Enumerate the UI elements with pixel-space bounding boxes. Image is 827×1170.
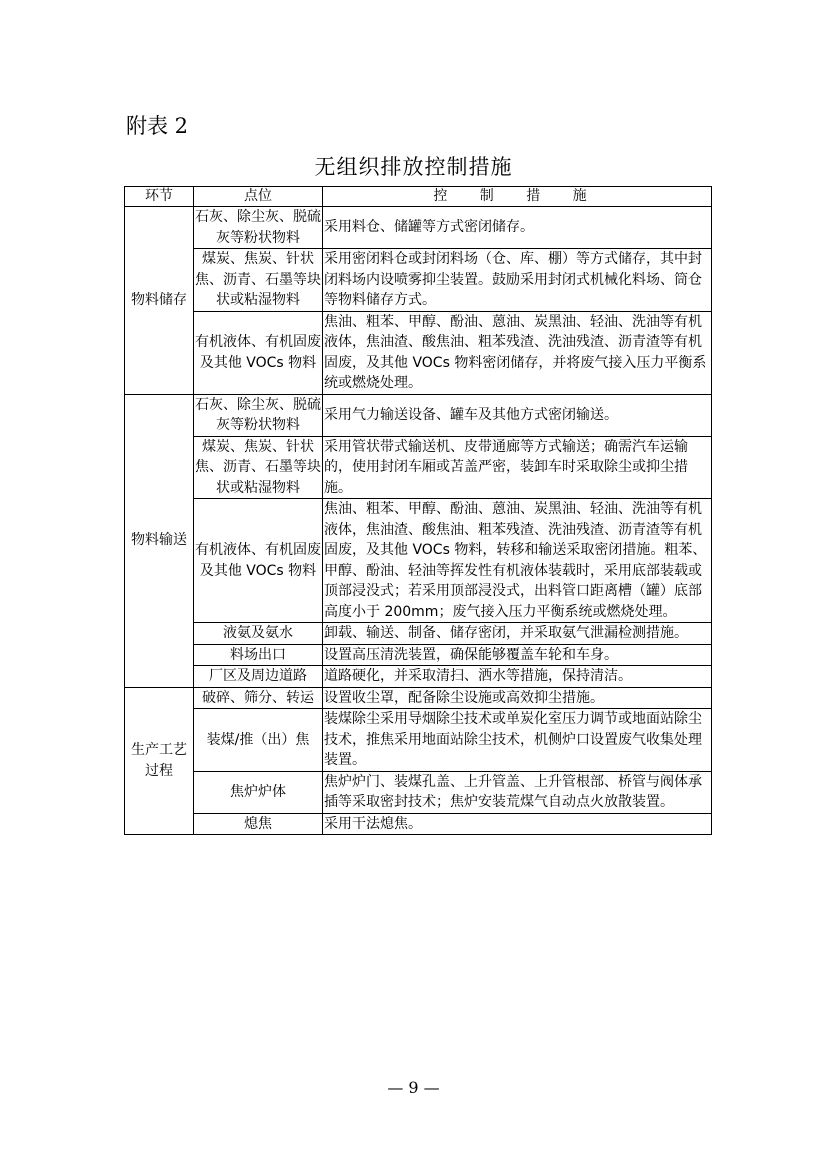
measure-cell: 采用干法熄焦。 xyxy=(323,813,712,835)
stage-cell: 物料储存 xyxy=(125,207,194,395)
point-cell: 石灰、除尘灰、脱硫灰等粉状物料 xyxy=(194,394,323,436)
table-row xyxy=(125,709,712,772)
table-row xyxy=(125,436,712,499)
point-cell: 有机液体、有机固废及其他 VOCs 物料 xyxy=(194,311,323,394)
measure-cell: 采用管状带式输送机、皮带通廊等方式输送；确需汽车运输的，使用封闭车厢或苫盖严密，装卸车时采取除尘或抑尘措施。 xyxy=(323,436,712,499)
page-number: — 9 — xyxy=(387,1078,440,1097)
appendix-label: 附表 2 xyxy=(126,114,189,138)
header-stage: 环节 xyxy=(125,187,194,207)
table-row xyxy=(125,207,712,249)
point-cell: 装煤/推（出）焦 xyxy=(194,709,323,772)
measure-cell: 采用密闭料仓或封闭料场（仓、库、棚）等方式储存，其中封闭料场内设喷雾抑尘装置。鼓励采用封闭式机械化料场、筒仓等物料储存方式。 xyxy=(323,249,712,312)
measure-cell: 设置收尘罩，配备除尘设施或高效抑尘措施。 xyxy=(323,687,712,709)
table-row xyxy=(125,644,712,666)
measure-cell: 焦油、粗苯、甲醇、酚油、蒽油、炭黑油、轻油、洗油等有机液体，焦油渣、酸焦油、粗苯残渣、洗油残渣、沥青渣等有机固废，及其他 VOCs 物料，转移和输送采取密闭措施。粗苯、甲醇、酚油、轻油等挥发性有机液体装载时，采用底部装载或顶部浸没式；若采用顶部浸没式，出料管口距离槽（罐）底部高度小于 200mm；废气接入压力平衡系统或燃烧处理。 xyxy=(323,499,712,623)
point-cell: 料场出口 xyxy=(194,644,323,666)
measure-cell: 采用料仓、储罐等方式密闭储存。 xyxy=(323,207,712,249)
point-cell: 有机液体、有机固废及其他 VOCs 物料 xyxy=(194,499,323,623)
stage-cell: 物料输送 xyxy=(125,394,194,687)
measure-cell: 装煤除尘采用导烟除尘技术或单炭化室压力调节或地面站除尘技术，推焦采用地面站除尘技术，机侧炉口设置废气收集处理装置。 xyxy=(323,709,712,772)
table-header-row xyxy=(125,187,712,207)
measure-cell: 采用气力输送设备、罐车及其他方式密闭输送。 xyxy=(323,394,712,436)
table-row xyxy=(125,311,712,394)
table-row xyxy=(125,394,712,436)
table-row xyxy=(125,623,712,645)
table-row xyxy=(125,771,712,813)
table-row xyxy=(125,499,712,623)
measure-cell: 焦炉炉门、装煤孔盖、上升管盖、上升管根部、桥管与阀体承插等采取密封技术；焦炉安装荒煤气自动点火放散装置。 xyxy=(323,771,712,813)
table-row xyxy=(125,687,712,709)
table-row xyxy=(125,666,712,688)
point-cell: 破碎、筛分、转运 xyxy=(194,687,323,709)
point-cell: 液氨及氨水 xyxy=(194,623,323,645)
header-measure: 控 制 措 施 xyxy=(323,187,712,207)
control-measures-table xyxy=(124,186,712,835)
header-point: 点位 xyxy=(194,187,323,207)
table-row xyxy=(125,813,712,835)
point-cell: 煤炭、焦炭、针状焦、沥青、石墨等块状或粘湿物料 xyxy=(194,249,323,312)
point-cell: 煤炭、焦炭、针状焦、沥青、石墨等块状或粘湿物料 xyxy=(194,436,323,499)
table-row xyxy=(125,249,712,312)
stage-cell: 生产工艺过程 xyxy=(125,687,194,835)
measure-cell: 设置高压清洗装置，确保能够覆盖车轮和车身。 xyxy=(323,644,712,666)
point-cell: 石灰、除尘灰、脱硫灰等粉状物料 xyxy=(194,207,323,249)
measure-cell: 道路硬化，并采取清扫、洒水等措施，保持清洁。 xyxy=(323,666,712,688)
measure-cell: 焦油、粗苯、甲醇、酚油、蒽油、炭黑油、轻油、洗油等有机液体，焦油渣、酸焦油、粗苯残渣、洗油残渣、沥青渣等有机固废，及其他 VOCs 物料密闭储存，并将废气接入压力平衡系统或燃烧处理。 xyxy=(323,311,712,394)
point-cell: 焦炉炉体 xyxy=(194,771,323,813)
point-cell: 熄焦 xyxy=(194,813,323,835)
document-title: 无组织排放控制措施 xyxy=(314,155,513,179)
point-cell: 厂区及周边道路 xyxy=(194,666,323,688)
measure-cell: 卸载、输送、制备、储存密闭，并采取氨气泄漏检测措施。 xyxy=(323,623,712,645)
